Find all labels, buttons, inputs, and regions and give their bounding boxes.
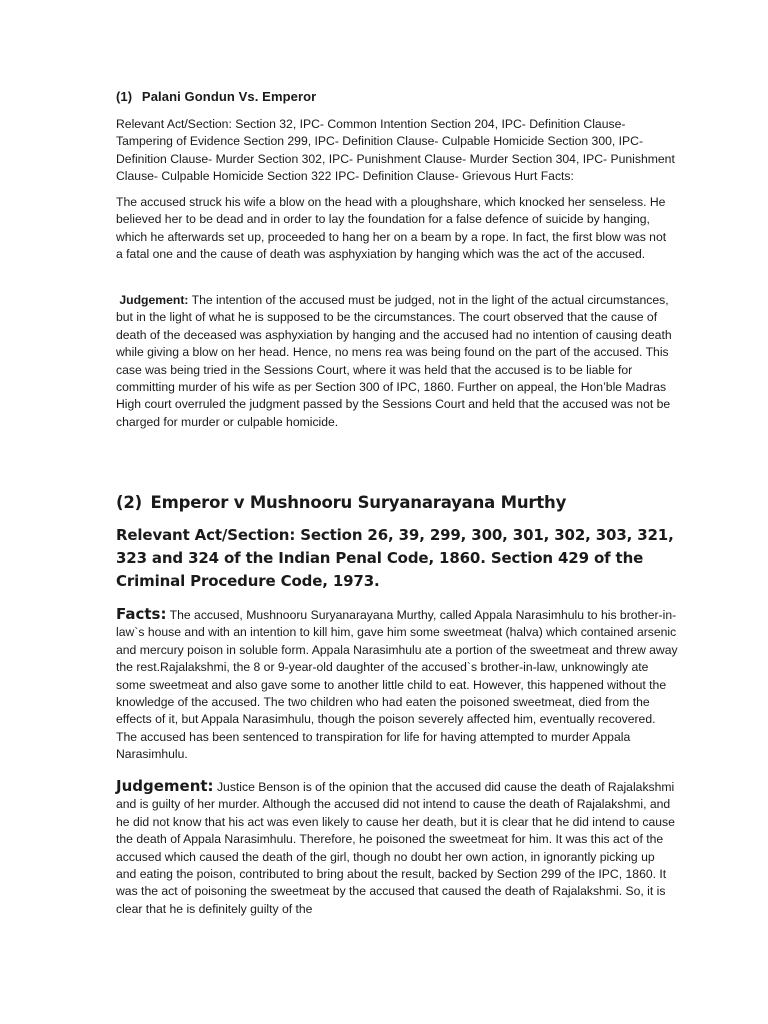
case2-heading xyxy=(116,493,566,512)
case2-facts xyxy=(116,606,678,764)
case2-number: (2) xyxy=(116,493,142,512)
case2-judgement-text: Justice Benson is of the opinion that the accused did cause the death of Rajalakshmi and is guilty of her murder. Although the accused did not intend to cause the death of Rajalakshmi, and he did not know that his act was even likely to cause her death, but it is clear that he did intend to cause the death of Appala Narasimhulu. Therefore, he poisoned the sweetmeat for him. It was this act of the accused which caused the death of the girl, though no doubt her own action, in ignorantly picking up and eating the poison, contributed to bring about the result, backed by Section 299 of the IPC, 1860. It was the act of poisoning the sweetmeat by the accused that caused the death of Rajalakshmi. So, it is clear that he is definitely guilty of the xyxy=(116,780,675,916)
case2-facts-label: Facts: xyxy=(116,605,167,623)
case1-judgement-label: Judgement: xyxy=(119,293,189,307)
case2-title: Emperor v Mushnooru Suryanarayana Murthy xyxy=(150,493,567,512)
case2-facts-text: The accused, Mushnooru Suryanarayana Murthy, called Appala Narasimhulu to his brother-in-law`s house and with an intention to kill him, gave him some sweetmeat (halva) which contained arsenic and mercury poison in soluble form. Appala Narasimhulu ate a portion of the sweetmeat and threw away the rest.Rajalakshmi, the 8 or 9-year-old daughter of the accused`s brother-in-law, unknowingly ate some sweetmeat and also gave some to another little child to eat. However, this happened without the knowledge of the accused. The two children who had eaten the poisoned sweetmeat, died from the effects of it, but Appala Narasimhulu, though the poison severely affected him, eventually recovered. The accused has been sentenced to transpiration for life for having attempted to murder Appala Narasimhulu. xyxy=(116,608,678,762)
case1-number: (1) xyxy=(116,89,133,104)
case1-relevant-act: Relevant Act/Section: Section 32, IPC- Common Intention Section 204, IPC- Definition Clause- Tampering of Evidence Section 299, IPC- Definition Clause- Culpable Homicide Section 300, IPC- Definition Clause- Murder Section 302, IPC- Punishment Clause- Murder Section 304, IPC- Punishment Clause- Culpable Homicide Section 322 IPC- Definition Clause- Grievous Hurt Facts: xyxy=(116,117,675,184)
case1-judgement-text: The intention of the accused must be judged, not in the light of the actual circumstances, but in the light of what he is supposed to be the circumstances. The court observed that the cause of death of the deceased was asphyxiation by hanging and the accused had no intention of causing death while giving a blow on her head. Hence, no mens rea was being found on the part of the accused. This case was being tried in the Sessions Court, where it was held that the accused is to be liable for committing murder of his wife as per Section 300 of IPC, 1860. Further on appeal, the Hon’ble Madras High court overruled the judgment passed by the Sessions Court and held that the accused was not be charged for murder or culpable homicide. xyxy=(116,293,672,429)
case2-judgement xyxy=(116,778,678,918)
case1-facts: The accused struck his wife a blow on the head with a ploughshare, which knocked her senseless. He believed her to be dead and in order to lay the foundation for a false defence of suicide by hanging, which he afterwards set up, proceeded to hang her on a beam by a rope. In fact, the first blow was not a fatal one and the cause of death was asphyxiation by hanging which was the act of the accused. xyxy=(116,195,667,262)
case1-heading xyxy=(116,89,316,104)
case2-relevant-act: Relevant Act/Section: Section 26, 39, 299, 300, 301, 302, 303, 321, 323 and 324 of the Indian Penal Code, 1860. Section 429 of the Criminal Procedure Code, 1973. xyxy=(116,526,674,590)
case2-judgement-label: Judgement: xyxy=(116,777,214,795)
case1-judgement xyxy=(116,292,676,431)
case1-title: Palani Gondun Vs. Emperor xyxy=(141,89,317,104)
